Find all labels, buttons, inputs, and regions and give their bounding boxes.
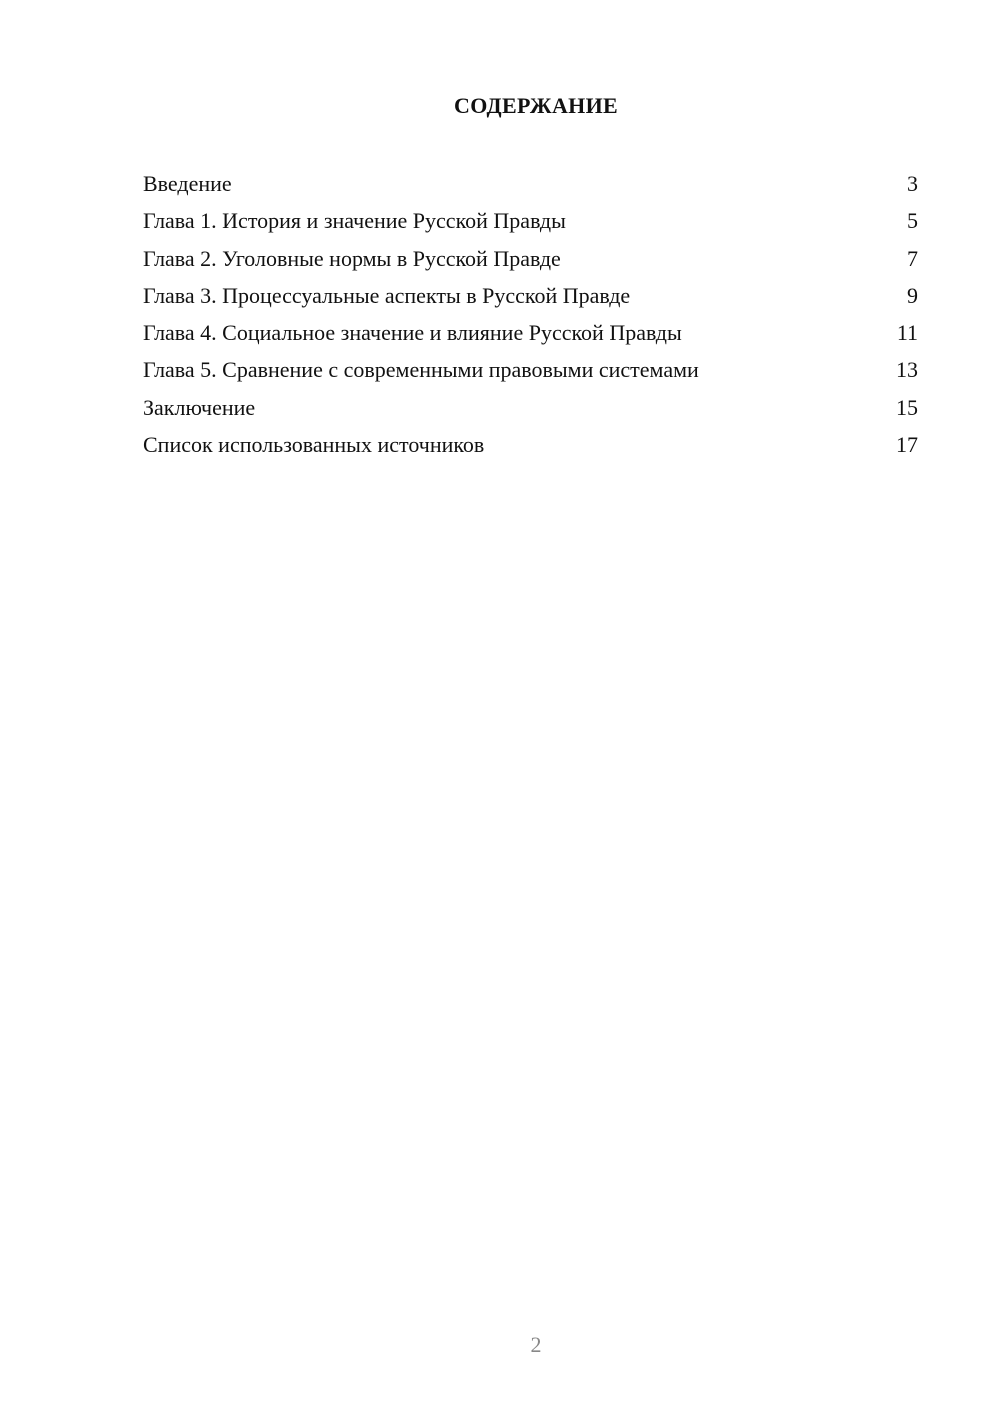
table-of-contents [143,168,918,466]
toc-entry-chapter-5[interactable] [143,354,918,391]
page-title: СОДЕРЖАНИЕ [454,93,618,118]
toc-entry-page: 11 [896,320,918,346]
toc-entry-chapter-3[interactable] [143,280,918,317]
toc-entry-chapter-1[interactable] [143,205,918,242]
toc-entry-chapter-2[interactable] [143,243,918,280]
toc-entry-label: Список использованных источников [143,432,485,458]
toc-entry-page: 9 [907,282,918,308]
page-number: 2 [530,1332,542,1357]
toc-entry-page: 5 [907,208,918,234]
toc-entry-references[interactable] [143,429,918,466]
toc-entry-page: 15 [896,394,918,420]
toc-entry-label: Заключение [143,394,256,420]
toc-entry-label: Глава 4. Социальное значение и влияние Русской Правды [143,320,682,346]
toc-entry-introduction[interactable] [143,168,918,205]
toc-entry-label: Глава 2. Уголовные нормы в Русской Правде [143,245,561,271]
toc-entry-chapter-4[interactable] [143,317,918,354]
toc-entry-label: Глава 5. Сравнение с современными правовыми системами [143,357,699,383]
toc-entry-page: 3 [907,171,918,196]
toc-entry-page: 13 [896,357,918,383]
toc-entry-label: Глава 1. История и значение Русской Правды [143,208,566,234]
toc-entry-conclusion[interactable] [143,392,918,429]
toc-entry-label: Глава 3. Процессуальные аспекты в Русской Правде [143,282,631,308]
toc-entry-page: 17 [896,432,918,458]
toc-entry-page: 7 [907,245,918,271]
toc-entry-label: Введение [143,171,232,196]
